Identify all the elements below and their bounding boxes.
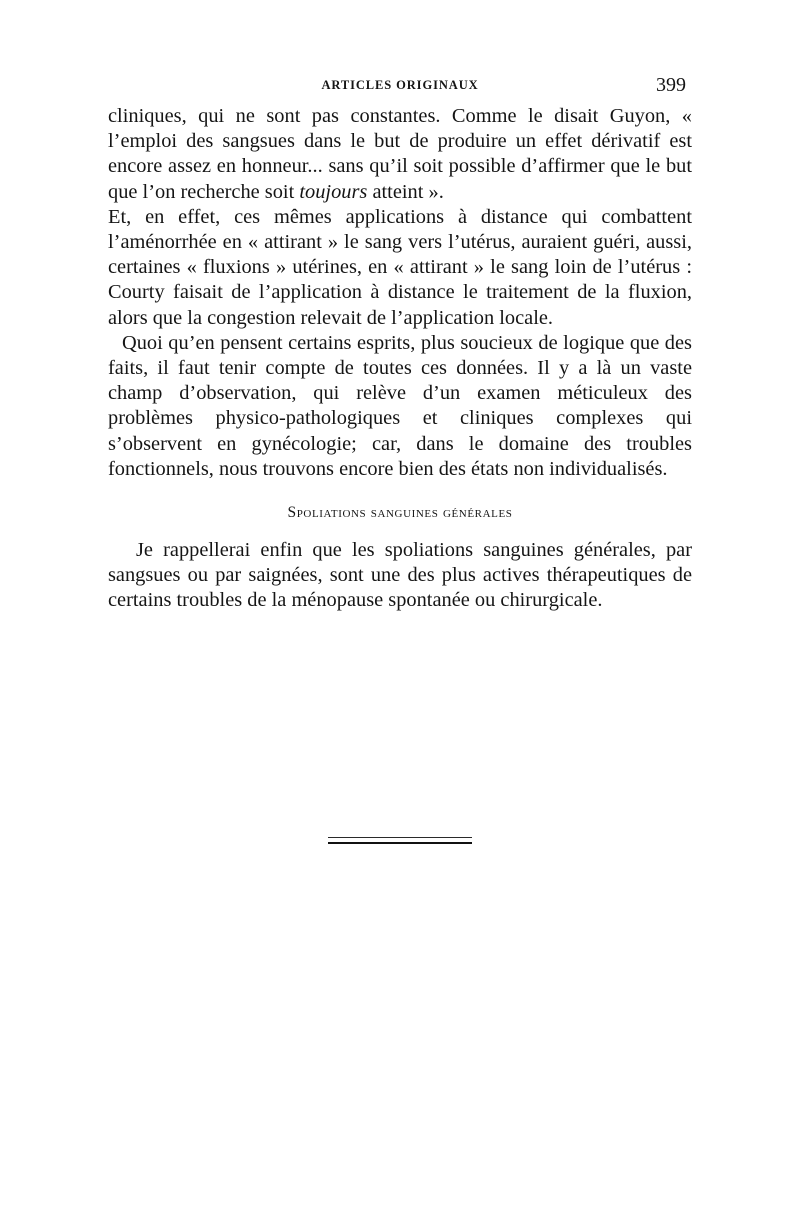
emphasized-word: toujours (299, 180, 368, 203)
running-title: ARTICLES ORIGINAUX (321, 78, 479, 92)
running-header (108, 70, 692, 104)
paragraph-guyon-quote (108, 104, 692, 205)
closing-rule-thick (328, 842, 472, 844)
body-text (108, 104, 692, 482)
section-heading (108, 504, 692, 522)
page-number: 399 (656, 74, 686, 96)
paragraph-text: atteint ». (367, 180, 444, 203)
section-paragraph: Je rappellerai enfin que les spoliations sanguines générales, par sangsues ou par saignées, sont une des plus actives thérapeutiques de certains troubles de la ménopause spontanée ou chirurgicale. (108, 539, 692, 612)
paragraph-text: cliniques, qui ne sont pas constantes. Comme le disait Guyon, « l’emploi des sangsues dans le but de produire un effet dérivatif est encore assez en honneur... sans qu’il soit possible d’affirmer que le but que l’on recherche soit (108, 105, 692, 203)
closing-rule-thin (328, 837, 472, 838)
paragraph-fluxions: Et, en effet, ces mêmes applications à distance qui combattent l’aménorrhée en « attirant » le sang vers l’utérus, auraient guéri, aussi, certaines « fluxions » utérines, en « attirant » le sang loin de l’utérus : Courty faisait de l’application à distance le traitement de la fluxion, alors que la congestion relevait de l’application locale. (108, 205, 692, 329)
page (108, 70, 692, 614)
section-heading-text: Spoliations sanguines générales (287, 504, 513, 522)
paragraph-observation: Quoi qu’en pensent certains esprits, plus soucieux de logique que des faits, il faut tenir compte de toutes ces données. Il y a là un vaste champ d’observation, qui relève d’un examen méticuleux des problèmes physico-pathologiques et cliniques complexes qui s’observent en gynécologie; car, dans le domaine des troubles fonctionnels, nous trouvons encore bien des états non individualisés. (108, 331, 692, 480)
